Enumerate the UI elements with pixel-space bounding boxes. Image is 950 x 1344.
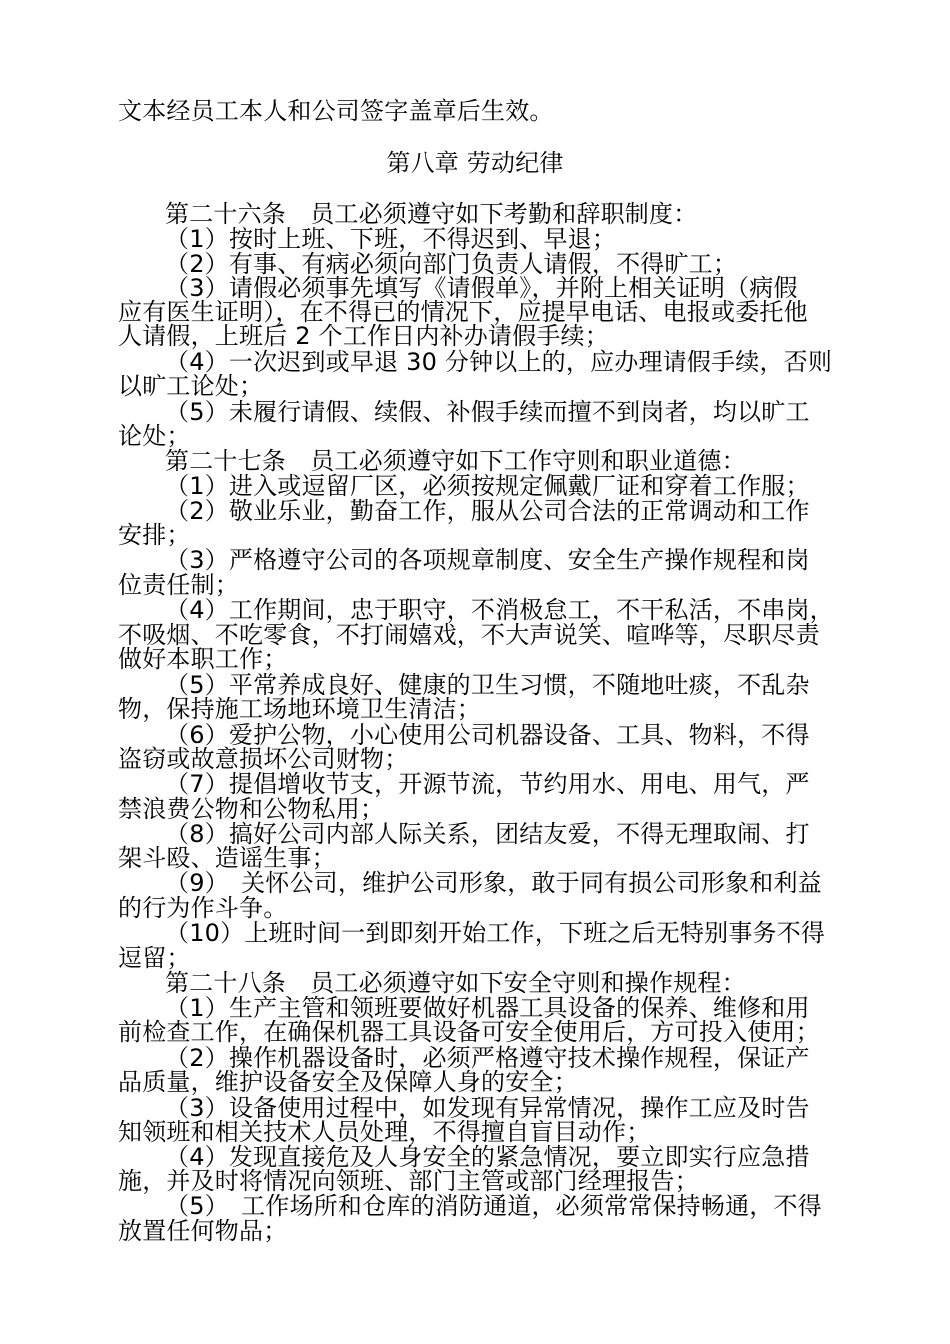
text-line: （6）爱护公物，小心使用公司机器设备、工具、物料，不得 [165,721,810,749]
text-line: （2）敬业乐业，勤奋工作，服从公司合法的正常调动和工作 [165,497,810,525]
article-heading: 第二十七条 员工必须遵守如下工作守则和职业道德： [165,447,746,475]
text-line: 安排； [118,521,191,549]
text-line: 放置任何物品； [118,1217,288,1245]
text-line: （3）请假必须事先填写《请假单》，并附上相关证明（病假 [165,274,798,302]
text-line: 品质量，维护设备安全及保障人身的安全； [118,1068,578,1096]
text-line: （7）提倡增收节支，开源节流，节约用水、用电、用气，严 [165,770,810,798]
text-line: （5）未履行请假、续假、补假手续而擅不到岗者，均以旷工 [165,398,810,426]
text-line: （1）按时上班、下班，不得迟到、早退； [165,225,617,253]
text-line: （4）发现直接危及人身安全的紧急情况，要立即实行应急措 [165,1143,810,1171]
text-line: （4）一次迟到或早退 30 分钟以上的，应办理请假手续，否则 [165,348,833,376]
text-line: （3）设备使用过程中，如发现有异常情况，操作工应及时告 [165,1094,810,1122]
text-line: 施，并及时将情况向领班、部门主管或部门经理报告； [118,1167,699,1195]
article-heading: 第二十六条 员工必须遵守如下考勤和辞职制度： [165,200,698,228]
text-line: 物，保持施工场地环境卫生清洁； [118,695,481,723]
text-line: （5） 工作场所和仓库的消防通道，必须常常保持畅通，不得 [165,1192,822,1220]
text-line: 人请假，上班后 2 个工作日内补办请假手续； [118,322,609,350]
text-line: 不吸烟、不吃零食，不打闹嬉戏，不大声说笑、喧哗等，尽职尽责 [118,621,820,649]
text-line: （1）进入或逗留厂区，必须按规定佩戴厂证和穿着工作服； [165,472,810,500]
text-line: （1）生产主管和领班要做好机器工具设备的保养、维修和用 [165,994,810,1022]
text-line: （10）上班时间一到即刻开始工作，下班之后无特别事务不得 [165,919,826,947]
text-line: 前检查工作，在确保机器工具设备可安全使用后，方可投入使用； [118,1018,820,1046]
text-line: （5）平常养成良好、健康的卫生习惯，不随地吐痰，不乱杂 [165,671,810,699]
text-line: （8）搞好公司内部人际关系，团结友爱，不得无理取闹、打 [165,820,810,848]
text-line: 架斗殴、造谣生事； [118,844,336,872]
text-line: 知领班和相关技术人员处理，不得擅自盲目动作； [118,1118,651,1146]
text-line: 逗留； [118,944,191,972]
text-line: 的行为作斗争。 [118,894,288,922]
text-line: （4）工作期间，忠于职守，不消极怠工，不干私活，不串岗， [165,596,834,624]
article-heading: 第二十八条 员工必须遵守如下安全守则和操作规程： [165,969,746,997]
text-line: （3）严格遵守公司的各项规章制度、安全生产操作规程和岗 [165,546,810,574]
text-line: 位责任制； [118,571,239,599]
text-line: 盗窃或故意损坏公司财物； [118,745,409,773]
text-line: （2）有事、有病必须向部门负责人请假，不得旷工； [165,250,738,278]
chapter-heading: 第八章 劳动纪律 [386,149,564,177]
text-line: 文本经员工本人和公司签字盖章后生效。 [118,97,554,125]
text-line: 禁浪费公物和公物私用； [118,795,385,823]
text-line: （9） 关怀公司，维护公司形象，敢于同有损公司形象和利益 [165,869,822,897]
text-line: （2）操作机器设备时，必须严格遵守技术操作规程，保证产 [165,1044,810,1072]
text-line: 做好本职工作； [118,645,288,673]
text-line: 应有医生证明），在不得已的情况下，应提早电话、电报或委托他 [118,298,808,326]
text-line: 以旷工论处； [118,372,264,400]
text-line: 论处； [118,422,191,450]
